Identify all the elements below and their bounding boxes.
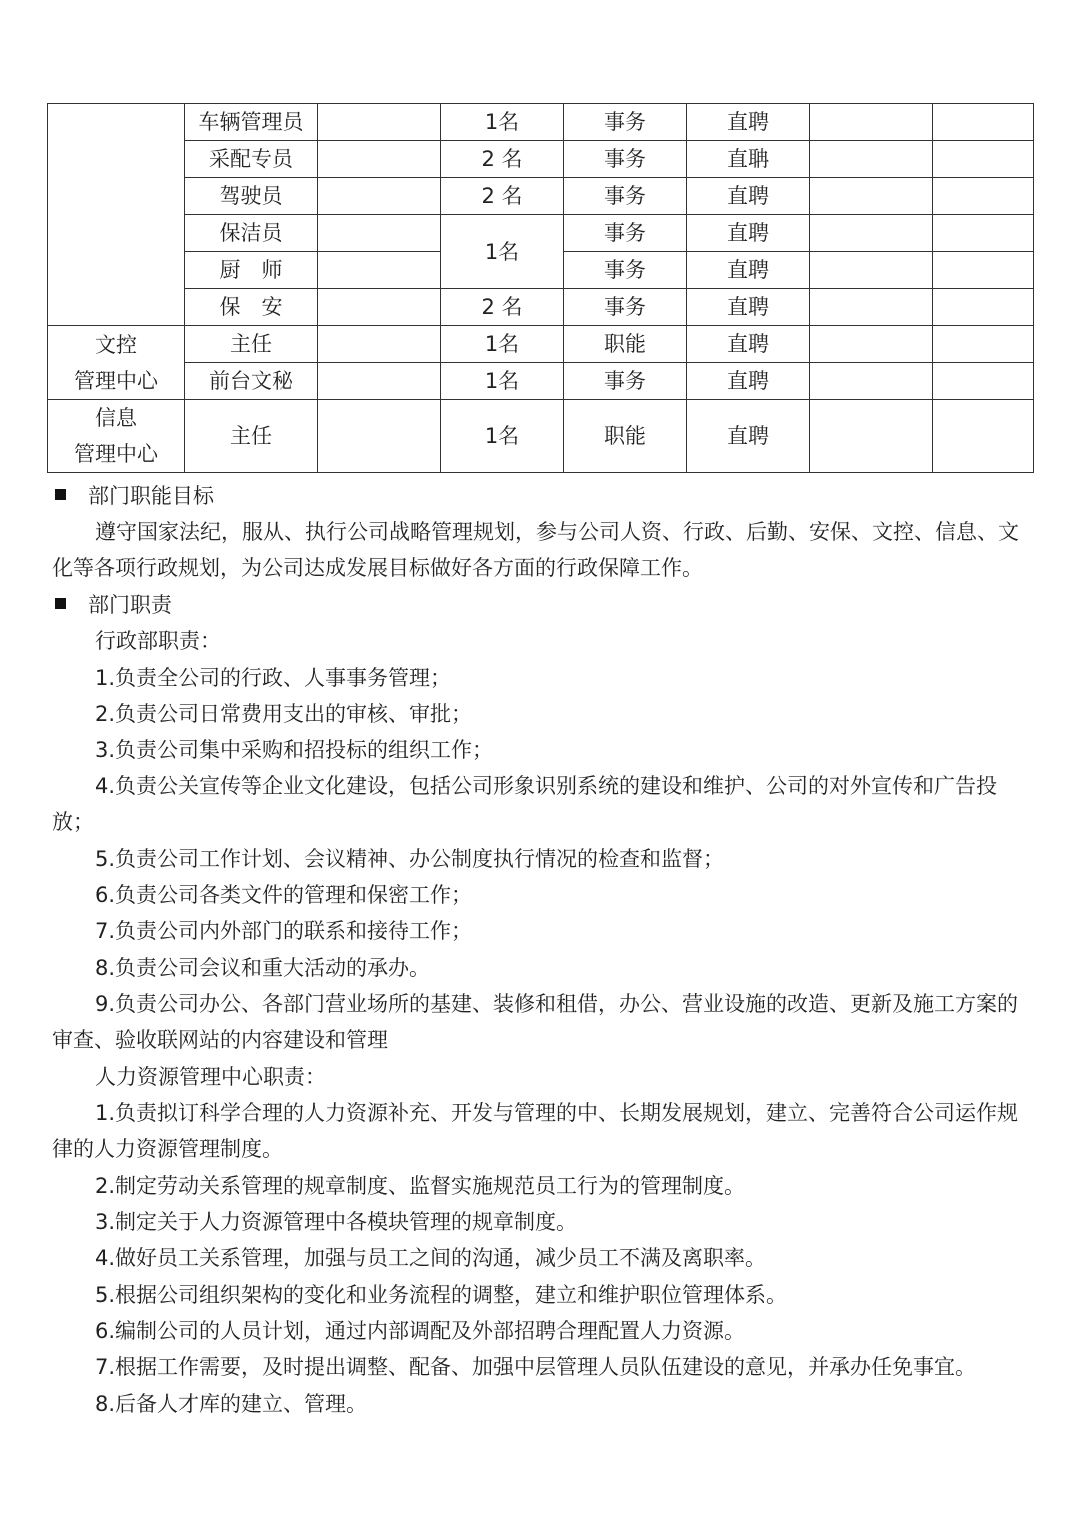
type-cell: 职能: [564, 326, 687, 363]
admin-duties-title: 行政部职责：: [95, 629, 221, 653]
hire-cell: 直聘: [687, 326, 810, 363]
hire-cell: 直聘: [687, 289, 810, 326]
position-cell: 保 安: [185, 289, 318, 326]
list-item: 7.负责公司内外部门的联系和接待工作；: [95, 919, 473, 943]
table-row: [48, 141, 1034, 178]
count-cell: 1名: [441, 215, 564, 289]
list-item: 5.根据公司组织架构的变化和业务流程的调整，建立和维护职位管理体系。: [95, 1283, 788, 1307]
list-item: 7.根据工作需要，及时提出调整、配备、加强中层管理人员队伍建设的意见，并承办任免事宜。: [95, 1355, 977, 1379]
count-cell: 2 名: [441, 289, 564, 326]
goal-paragraph: 遵守国家法纪，服从、执行公司战略管理规划，参与公司人资、行政、后勤、安保、文控、信息、文化等各项行政规划，为公司达成发展目标做好各方面的行政保障工作。: [52, 520, 1019, 580]
table-row: [48, 400, 1034, 473]
type-cell: 事务: [564, 252, 687, 289]
dept-cell: [48, 326, 185, 400]
table-row: [48, 178, 1034, 215]
bullet-square-icon: [55, 598, 66, 609]
list-item: 4.负责公关宣传等企业文化建设，包括公司形象识别系统的建设和维护、公司的对外宣传和广告投放；: [52, 774, 998, 834]
table-row: [48, 104, 1034, 141]
count-cell: 2 名: [441, 178, 564, 215]
list-item: 9.负责公司办公、各部门营业场所的基建、装修和租借，办公、营业设施的改造、更新及施工方案的审查、验收联网站的内容建设和管理: [52, 992, 1019, 1052]
list-item: 6.编制公司的人员计划，通过内部调配及外部招聘合理配置人力资源。: [95, 1319, 746, 1343]
table-row: [48, 289, 1034, 326]
hire-cell: 直聃: [687, 141, 810, 178]
count-cell: 1名: [441, 326, 564, 363]
list-item: 2.负责公司日常费用支出的审核、审批；: [95, 702, 473, 726]
list-item: 1.负责全公司的行政、人事事务管理；: [95, 666, 452, 690]
dept-name-line: 管理中心: [74, 442, 158, 466]
list-item: 3.制定关于人力资源管理中各模块管理的规章制度。: [95, 1210, 578, 1234]
position-cell: 厨 师: [185, 252, 318, 289]
hire-cell: 直聘: [687, 363, 810, 400]
list-item: 8.后备人才库的建立、管理。: [95, 1392, 368, 1416]
position-cell: 前台文秘: [185, 363, 318, 400]
position-cell: 采配专员: [185, 141, 318, 178]
type-cell: 职能: [564, 400, 687, 473]
hr-duties-title: 人力资源管理中心职责：: [95, 1065, 326, 1089]
dept-cell: [48, 104, 185, 326]
type-cell: 事务: [564, 289, 687, 326]
hire-cell: 直聘: [687, 215, 810, 252]
count-cell: 1名: [441, 363, 564, 400]
list-item: 4.做好员工关系管理，加强与员工之间的沟通，减少员工不满及离职率。: [95, 1246, 767, 1270]
hire-cell: 直聘: [687, 178, 810, 215]
table-row: [48, 326, 1034, 363]
list-item: 8.负责公司会议和重大活动的承办。: [95, 956, 431, 980]
dept-name-line: 文控: [95, 332, 137, 357]
hire-cell: 直聘: [687, 252, 810, 289]
type-cell: 事务: [564, 141, 687, 178]
position-cell: 主任: [185, 326, 318, 363]
type-cell: 事务: [564, 104, 687, 141]
count-cell: 1名: [441, 104, 564, 141]
position-cell: 车辆管理员: [185, 104, 318, 141]
bullet-square-icon: [55, 489, 66, 500]
list-item: 3.负责公司集中采购和招投标的组织工作；: [95, 738, 494, 762]
list-item: 1.负责拟订科学合理的人力资源补充、开发与管理的中、长期发展规划，建立、完善符合公司运作规律的人力资源管理制度。: [52, 1101, 1019, 1161]
type-cell: 事务: [564, 178, 687, 215]
position-cell: 主任: [185, 400, 318, 473]
hire-cell: 直聘: [687, 400, 810, 473]
table-row: [48, 215, 1034, 252]
section-heading-goal: 部门职能目标: [55, 478, 214, 514]
list-item: 5.负责公司工作计划、会议精神、办公制度执行情况的检查和监督；: [95, 847, 725, 871]
list-item: 2.制定劳动关系管理的规章制度、监督实施规范员工行为的管理制度。: [95, 1174, 746, 1198]
dept-cell: [48, 400, 185, 473]
dept-name-line: 管理中心: [74, 368, 158, 393]
position-cell: 驾驶员: [185, 178, 318, 215]
dept-name-line: 信息: [95, 406, 137, 430]
type-cell: 事务: [564, 363, 687, 400]
type-cell: 事务: [564, 215, 687, 252]
table-row: [48, 363, 1034, 400]
count-cell: 2 名: [441, 141, 564, 178]
position-cell: 保洁员: [185, 215, 318, 252]
hire-cell: 直聘: [687, 104, 810, 141]
staffing-table: [47, 103, 1034, 473]
count-cell: 1名: [441, 400, 564, 473]
list-item: 6.负责公司各类文件的管理和保密工作；: [95, 883, 473, 907]
section-heading-duties: 部门职责: [55, 587, 172, 623]
